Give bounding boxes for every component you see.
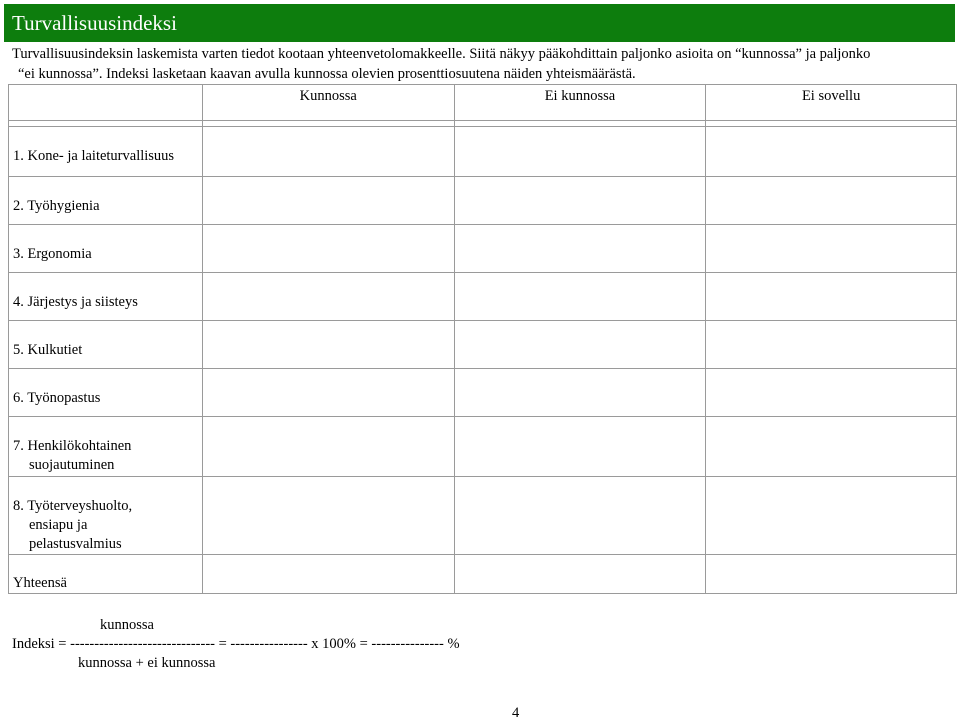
cell-ei-sovellu[interactable] <box>706 225 957 273</box>
cell-kunnossa[interactable] <box>202 555 454 594</box>
table-row <box>9 127 957 177</box>
cell-ei-kunnossa[interactable] <box>454 555 706 594</box>
cell-kunnossa[interactable] <box>202 127 454 177</box>
table-row <box>9 321 957 369</box>
row-label: 2. Työhygienia <box>9 177 203 225</box>
cell-ei-sovellu[interactable] <box>706 555 957 594</box>
row-label: 6. Työnopastus <box>9 369 203 417</box>
cell-ei-kunnossa[interactable] <box>454 477 706 555</box>
table-row <box>9 477 957 555</box>
intro-text <box>12 44 952 84</box>
row-label: 7. Henkilökohtainen suojautuminen <box>9 417 203 477</box>
cell-ei-kunnossa[interactable] <box>454 127 706 177</box>
row-label: 5. Kulkutiet <box>9 321 203 369</box>
cell-ei-kunnossa[interactable] <box>454 225 706 273</box>
row-label: 3. Ergonomia <box>9 225 203 273</box>
cell-ei-kunnossa[interactable] <box>454 417 706 477</box>
cell-ei-kunnossa[interactable] <box>454 177 706 225</box>
cell-kunnossa[interactable] <box>202 225 454 273</box>
cell-ei-kunnossa[interactable] <box>454 321 706 369</box>
cell-ei-sovellu[interactable] <box>706 273 957 321</box>
intro-line-2: “ei kunnossa”. Indeksi lasketaan kaavan avulla kunnossa olevien prosenttiosuutena näiden yhteismäärästä. <box>18 66 636 82</box>
cell-ei-kunnossa[interactable] <box>454 273 706 321</box>
header-cell-kunnossa: Kunnossa <box>202 85 454 121</box>
page-number: 4 <box>512 705 520 721</box>
table-row <box>9 225 957 273</box>
cell-ei-sovellu[interactable] <box>706 127 957 177</box>
cell-kunnossa[interactable] <box>202 369 454 417</box>
header-cell-ei-kunnossa: Ei kunnossa <box>454 85 706 121</box>
cell-ei-sovellu[interactable] <box>706 177 957 225</box>
page-title: Turvallisuusindeksi <box>4 4 955 42</box>
header-cell-ei-sovellu: Ei sovellu <box>706 85 957 121</box>
row-label: 1. Kone- ja laiteturvallisuus <box>9 127 203 177</box>
table-header-row <box>9 85 957 121</box>
row-label: 4. Järjestys ja siisteys <box>9 273 203 321</box>
cell-ei-sovellu[interactable] <box>706 321 957 369</box>
header-cell-label <box>9 85 203 121</box>
table-row <box>9 369 957 417</box>
formula-denominator: kunnossa + ei kunnossa <box>78 655 216 671</box>
cell-ei-sovellu[interactable] <box>706 369 957 417</box>
cell-kunnossa[interactable] <box>202 417 454 477</box>
cell-ei-sovellu[interactable] <box>706 417 957 477</box>
cell-kunnossa[interactable] <box>202 477 454 555</box>
index-formula <box>12 616 460 673</box>
formula-main-line: Indeksi = ------------------------------ = ---------------- x 100% = --------------- % <box>12 636 460 652</box>
table-row <box>9 177 957 225</box>
cell-ei-sovellu[interactable] <box>706 477 957 555</box>
cell-kunnossa[interactable] <box>202 321 454 369</box>
row-label-total: Yhteensä <box>9 555 203 594</box>
table-row <box>9 273 957 321</box>
cell-kunnossa[interactable] <box>202 177 454 225</box>
table-row <box>9 417 957 477</box>
cell-ei-kunnossa[interactable] <box>454 369 706 417</box>
cell-kunnossa[interactable] <box>202 273 454 321</box>
table-row-total <box>9 555 957 594</box>
formula-numerator: kunnossa <box>100 617 154 633</box>
intro-line-1: Turvallisuusindeksin laskemista varten tiedot kootaan yhteenvetolomakkeelle. Siitä näkyy pääkohdittain paljonko asioita on “kunnossa” ja paljonko <box>12 46 871 62</box>
summary-table <box>8 84 957 594</box>
row-label: 8. Työterveyshuolto, ensiapu ja pelastusvalmius <box>9 477 203 555</box>
